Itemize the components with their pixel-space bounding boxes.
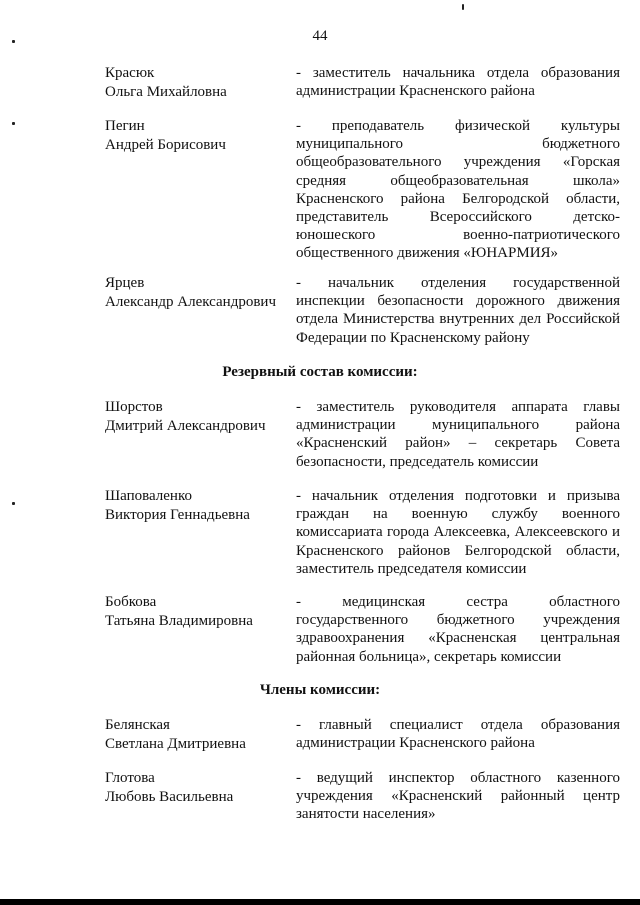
person-surname: Красюк [105,65,155,81]
person-role: - заместитель руководителя аппарата главы администрации муниципального района «Красненский район» – секретарь Совета безопасности, председатель комиссии [296,399,620,470]
scan-bottom-edge [0,899,640,905]
person-given-names: Андрей Борисович [105,137,226,153]
page-number: 44 [312,28,328,44]
person-role: - заместитель начальника отдела образования администрации Красненского района [296,65,620,100]
person-given-names: Светлана Дмитриевна [105,736,246,752]
scan-speck [12,502,15,505]
person-name [105,487,295,525]
person-surname: Шаповаленко [105,488,192,504]
person-role: - преподаватель физической культуры муниципального бюджетного общеобразовательного учреждения «Горская средняя общеобразовательная школа» Красненского района Белгородской области, представитель Всероссийского детско-юношеского военно-патриотического общественного движения «ЮНАРМИЯ» [296,118,620,262]
scan-speck [12,40,15,43]
person-surname: Глотова [105,770,155,786]
person-role: - ведущий инспектор областного казенного учреждения «Красненский районный центр занятости населения» [296,770,620,823]
person-surname: Бобкова [105,594,157,610]
person-name [105,716,295,754]
person-name [105,274,295,312]
person-surname: Ярцев [105,275,145,291]
scan-speck [12,122,15,125]
person-surname: Шорстов [105,399,163,415]
person-name [105,593,295,631]
scan-speck [462,4,464,10]
person-given-names: Виктория Геннадьевна [105,507,250,523]
person-given-names: Дмитрий Александрович [105,418,266,434]
person-name [105,117,295,155]
person-name [105,64,295,102]
person-role: - начальник отделения государственной инспекции безопасности дорожного движения отдела Министерства внутренних дел Российской Федерации по Красненскому району [296,275,620,346]
person-given-names: Любовь Васильевна [105,789,234,805]
section-heading-members: Члены комиссии: [259,682,381,698]
person-name [105,398,295,436]
person-role: - начальник отделения подготовки и призыва граждан на военную службу военного комиссариата города Алексеевка, Алексеевского и Красненского районов Белгородской области, заместитель председателя комиссии [296,488,620,577]
person-surname: Белянская [105,717,170,733]
person-surname: Пегин [105,118,145,134]
person-name [105,769,295,807]
person-given-names: Татьяна Владимировна [105,613,253,629]
person-given-names: Александр Александрович [105,294,276,310]
person-given-names: Ольга Михайловна [105,84,227,100]
person-role: - медицинская сестра областного государственного бюджетного учреждения здравоохранения «Красненская центральная районная больница», секретарь комиссии [296,594,620,665]
section-heading-reserve: Резервный состав комиссии: [222,364,418,380]
person-role: - главный специалист отдела образования администрации Красненского района [296,717,620,752]
